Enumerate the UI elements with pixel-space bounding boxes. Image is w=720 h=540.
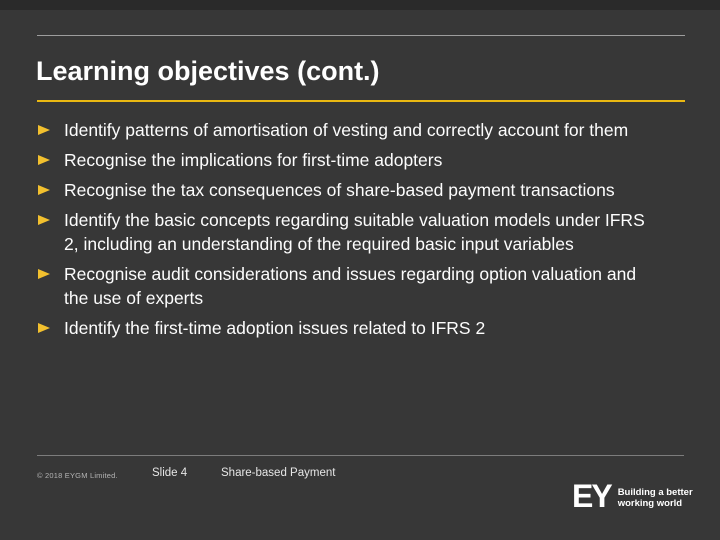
bullet-text: Identify patterns of amortisation of vesting and correctly account for them xyxy=(64,120,629,140)
ey-tagline-line1: Building a better xyxy=(617,487,693,498)
bullet-text: Identify the first-time adoption issues related to IFRS 2 xyxy=(64,318,486,338)
bullet-text: Recognise the tax consequences of share-based payment transactions xyxy=(64,180,615,200)
bullet-triangle-icon xyxy=(38,155,50,165)
list-item xyxy=(38,118,668,142)
slide-title: Learning objectives (cont.) xyxy=(36,56,380,87)
footer-copyright: © 2018 EYGM Limited. xyxy=(37,471,118,480)
bullet-triangle-icon xyxy=(38,125,50,135)
bullet-text: Recognise the implications for first-time adopters xyxy=(64,150,443,170)
bullet-triangle-icon xyxy=(38,323,50,333)
ey-tagline-line2: working world xyxy=(617,498,683,509)
footer-deck-title: Share-based Payment xyxy=(221,467,336,479)
header-divider-line xyxy=(37,35,685,36)
list-item xyxy=(38,148,668,172)
bullet-triangle-icon xyxy=(38,269,50,279)
bullet-text: Recognise audit considerations and issues regarding option valuation and the use of experts xyxy=(64,264,637,308)
bullet-triangle-icon xyxy=(38,215,50,225)
top-edge-strip xyxy=(0,0,720,10)
list-item xyxy=(38,316,668,340)
bullet-text: Identify the basic concepts regarding suitable valuation models under IFRS 2, including an understanding of the required basic input variables xyxy=(64,210,645,254)
list-item xyxy=(38,208,668,256)
ey-logo xyxy=(572,478,693,514)
title-accent-line xyxy=(37,100,685,102)
ey-tagline xyxy=(618,487,693,509)
footer-slide-number: Slide 4 xyxy=(152,467,188,479)
list-item xyxy=(38,178,668,202)
list-item xyxy=(38,262,668,310)
learning-objectives-list xyxy=(38,118,668,346)
ey-wordmark: EY xyxy=(572,478,611,514)
footer-divider-line xyxy=(37,455,684,456)
bullet-triangle-icon xyxy=(38,185,50,195)
